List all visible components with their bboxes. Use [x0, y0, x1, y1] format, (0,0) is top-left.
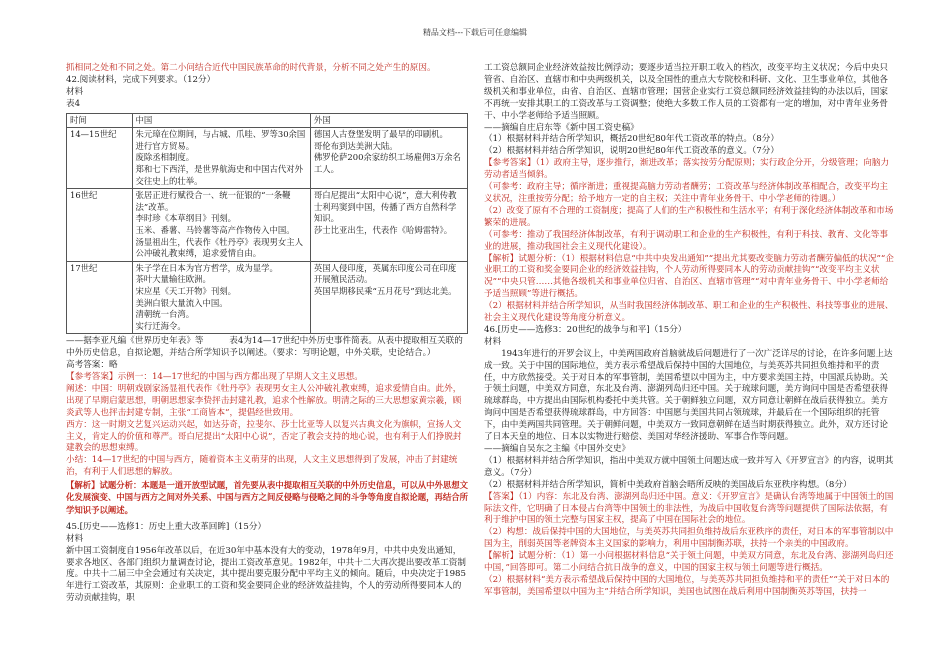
row-china [132, 189, 310, 262]
explanation-summary: 小结：14—17世纪的中国与西方，随着资本主义萌芽的出现，人文主义思想得到了发展，冲击了封建统治，有利于人们思想的解放。 [66, 455, 458, 478]
q45-analysis-2: （2）根据材料并结合所学知识，从当时我国经济体制改革、职工和企业的生产积极性、科技等事业的进展、社会主义现代化建设等角度分析意义。 [484, 301, 894, 324]
header-foreign: 外国 [310, 113, 467, 128]
q45-source: ——摘编自庄启东等《新中国工资史稿》 [484, 122, 639, 133]
cell-line: 宋应星《天工开物》刊刻。 [135, 285, 237, 296]
answer-brief: 高考答案：略 [66, 360, 118, 371]
header-time: 时间 [67, 113, 133, 128]
cell-line: 茶叶大量输往欧洲。 [135, 274, 211, 285]
q45-subquestion-2: （2）根据材料并结合所学知识，说明20世纪80年代工资改革的意义。（7分） [484, 146, 779, 157]
q45-answer-1: 【参考答案】（1）政府主导，逐步推行，渐进改革；落实按劳分配原则；实行政企分开，分级管理；向脑力劳动者适当倾斜。 [484, 158, 890, 181]
cell-line: 莎士比亚出生，代表作《哈姆雷特》。 [313, 224, 453, 235]
table-row [67, 261, 468, 334]
cell-line: 佛罗伦萨200余家纺织工场雇佣3万余名工人。 [313, 152, 461, 174]
q45-material-continued: 工工资总额同企业经济效益按比例浮动；要逐步适当拉开职工收入的档次，改变平均主义状况；今后中央只管省、自治区、直辖市和中央两级机关，以及全国性的重点大专院校和科研、文化、卫生事业单位，其他各级机关和事业单位，由省、自治区、直辖市管理；国营企业实行工资总额同经济效益挂钩的办法以后，国家不再统一安排其职工的工资改革与工资调整；使绝大多数工作人员的工资都有一定的增加，对中青年业务骨干、中小学老师给予适当照顾。 [484, 63, 888, 121]
table-row [67, 128, 468, 189]
cell-line: 美洲白银大量流入中国。 [135, 297, 228, 308]
q45-analysis-1: 【解析】试题分析：（1）根据材料信息“中共中央发出通知”“提出尤其要改变脑力劳动者酬劳偏低的状况”“企业职工的工资和奖金要同企业的经济效益挂钩，个人劳动所得要同本人的劳动贡献挂钩”“改变平均主义状况”“中央只管……其他各级机关和事业单位归省、自治区、直辖市管理”“对中青年业务骨干、中小学老师给予适当照顾”等进行概括。 [484, 253, 894, 300]
q45-answer-1-alt: （可参考：政府主导；循序渐进；重视提高脑力劳动者酬劳；工资改革与经济体制改革相配合，改变平均主义状况，注重按劳分配；给予地方一定的自主权；关注中青年业务骨干、中小学老师的待遇。） [484, 182, 888, 204]
q46-material-text: 1943年进行的开罗会议上，中美两国政府首脑就战后问题进行了一次广泛详尽的讨论，在许多问题上达成一致。关于中国的国际地位，美方表示希望战后保持中国的大国地位，与美英苏共同担负维持和平的责任，中方欣然接受。关于对日本的军事管制，美国希望以中国为主，中方要求美国主持，中国派兵协助。关于领土问题，中美双方同意，东北及台湾、澎湖列岛归还中国。关于琉球问题，美方询问中国是否希望获得琉球群岛，中方提出由国际机构委托中美共管。关于朝鲜独立问题，双方同意让朝鲜在战后获得独立。美方询问中国是否希望获得琉球群岛，中方回答：中国愿与美国共同占领琉球，并最后在一个国际组织的托管下，由中美两国共同管理。关于朝鲜问题，中美双方一致同意朝鲜在适当时期获得独立。此外，双方还讨论了日本天皇的地位、日本以实物进行赔偿、美国对华经济援助、军事合作等问题。 [484, 348, 893, 443]
row-foreign [310, 189, 467, 262]
question-45-material-text: 新中国工资制度自1956年改革以后，在近30年中基本没有大的变动，1978年9月，中共中央发出通知，要求各地区、各部门组织力量调查讨论，提出工资改革意见。1982年，中共十二大再次提出要改革工资制度。中共十二届三中全会通过有关决定，其中提出要克服分配中平均主义的倾向。随后，中央决定于1985年进行工资改革，其原则：企业职工的工资和奖金要同企业的经济效益挂钩，个人的劳动所得要同本人的劳动贡献挂钩，职 [66, 545, 466, 604]
intro-hint: 抓相同之处和不同之处。第二小问结合近代中国民族革命的时代背景，分析不同之处产生的原因。 [66, 63, 436, 73]
explanation-west: 西方：这一时期文艺复兴运动兴起，如达芬奇，拉斐尔、莎士比亚等人以复兴古典文化为旗帜，宣扬人文主义，肯定人的价值和尊严。哥白尼提出“太阳中心说”，否定了教会支持的地心说，也有利于人们挣脱封建教会的思想束缚。 [66, 419, 462, 454]
cell-line: 英国人侵印度，英属东印度公司在印度开展殖民活动。 [313, 262, 457, 285]
cell-line: 郑和七下西洋，是世界航海史和中国古代对外交往史上的壮举。 [135, 164, 304, 186]
q46-material-label: 材料 [484, 336, 502, 347]
q46-answer-1: 【答案】（1）内容：东北及台湾、澎湖列岛归还中国。意义：《开罗宣言》是确认台湾等地属于中国领土的国际法文件，它明确了日本侵占台湾等中国领土的非法性，为战后中国收复台湾等问题提供了国际法依据，有利于维护中国的领土完整与国家主权，提高了中国在国际社会的地位。 [484, 491, 894, 526]
cell-line: 哥白尼提出“太阳中心说”，意大利传教士利玛窦到中国，传播了西方自然科学知识。 [313, 190, 457, 224]
cell-line: 废除丞相制度。 [135, 152, 195, 163]
question-42-title: 42.阅读材料，完成下列要求。（12分） [66, 74, 216, 85]
cell-line: 哥伦布到达美洲大陆。 [313, 140, 398, 151]
page-header: 精品文档---下载后可任意编辑 [422, 28, 528, 37]
q46-answer-2: （2）构想：战后保持中国的大国地位，与美英苏共同担负维持战后东亚秩序的责任，对日本的军事管制以中国为主，削弱英国等老牌资本主义国家的影响力，利用中国制衡苏联，扶持一个亲美的中国政府。 [484, 527, 894, 550]
cell-line: 李时珍《本草纲目》刊刻。 [135, 213, 237, 224]
cell-line: 清朝统一台湾。 [135, 309, 195, 320]
cell-line: 朱子学在日本为官方哲学，成为显学。 [135, 262, 278, 273]
row-china [132, 128, 310, 189]
q45-answer-2: （2）改变了原有不合理的工资制度；提高了人们的生产积极性和生活水平；有利于深化经济体制改革和市场繁荣的进展。 [484, 205, 894, 228]
row-time: 17世纪 [67, 261, 133, 334]
q46-subquestion-1: （1）根据材料并结合所学知识，指出中美双方就中国领土问题达成一致并写入《开罗宣言》的内容，说明其意义。（7分） [484, 455, 894, 478]
reference-answer: 【参考答案】示例一：14—17世纪的中国与西方都出现了早期人文主义思想。 [66, 372, 363, 383]
q46-subquestion-2: （2）根据材料并结合所学知识，简析中美政府首脑会晤所反映的美国战后东亚秩序构想。（8分） [484, 479, 852, 490]
q45-subquestion-1: （1）根据材料并结合所学知识，概括20世纪80年代工资改革的特点。（8分） [484, 134, 779, 145]
right-column [484, 63, 894, 599]
row-time: 16世纪 [67, 189, 133, 262]
question-46-title: 46.[历史——选修3：20世纪的战争与和平]（15分） [484, 324, 687, 335]
table-header-row [67, 113, 468, 128]
row-time: 14—15世纪 [67, 128, 133, 189]
cell-line: 玉米、番薯、马铃薯等高产作物传入中国。 [135, 224, 295, 235]
explanation-china: 阐述：中国：明朝戏剧家汤显祖代表作《牡丹亭》表现男女主人公冲破礼教束缚，追求爱情自由。此外，出现了早期启蒙思想，明朝思想家李贽抨击封建礼教，追求个性解放。明清之际的三大思想家黄宗羲，顾炎武等人也抨击封建专制，主张“工商皆本”，提倡经世致用。 [66, 383, 462, 418]
cell-line: 德国人古登堡发明了最早的印刷机。 [313, 129, 448, 140]
table-row [67, 189, 468, 262]
history-events-table [66, 113, 468, 335]
header-china: 中国 [132, 113, 310, 128]
cell-line: 英国早期移民乘“五月花号”到达北美。 [313, 285, 457, 296]
row-foreign [310, 128, 467, 189]
q46-source: ——摘编自吴东之主编《中国外交史》 [484, 444, 631, 454]
source-and-prompt: ——据李亚凡编《世界历史年表》等 表4为14—17世纪中外历史事件简表。从表中提取相互关联的中外历史信息，自拟论题，并结合所学知识予以阐述。（要求：写明论题，中外关联，史论结合。） [66, 336, 463, 359]
cell-line: 朱元璋在位期间，与占城、爪哇、罗等30余国进行官方贸易。 [135, 129, 306, 151]
material-label: 材料 [66, 86, 84, 97]
question-45-title: 45.[历史——选修1：历史上重大改革回眸]（15分） [66, 521, 267, 532]
cell-line: 张居正进行赋役合一、统一征银的“一条鞭法”改革。 [135, 190, 291, 212]
question-45-material-label: 材料 [66, 533, 84, 544]
row-foreign [310, 261, 467, 334]
table-label: 表4 [66, 98, 81, 109]
q45-answer-2-alt: （可参考：推动了我国经济体制改革，有利于调动职工和企业的生产积极性，有利于科技、教育、文化等事业的进展，推动我国社会主义现代化建设）。 [484, 229, 888, 252]
q46-analysis-1: 【解析】试题分析：（1）第一小问根据材料信息“关于领土问题，中美双方同意，东北及台湾、澎湖列岛归还中国，”回答即可。第二小问结合抗日战争的意义，中国的国家主权与领土问题等进行概括。 [484, 551, 894, 574]
left-column [66, 63, 468, 605]
row-china [132, 261, 310, 334]
cell-line: 汤显祖出生，代表作《牡丹亭》表现男女主人公冲破礼教束缚，追求爱情自由。 [135, 236, 304, 259]
analysis-highlight: 【解析】试题分析：本题是一道开放型试题，首先要从表中提取相互关联的中外历史信息，可以从中外思想文化发展演变、中国与西方之间对外关系、中国与西方之间反侵略与侵略之间的斗争等角度自拟论题，再结合所学知识予以阐述。 [66, 480, 468, 515]
q46-analysis-2: （2）根据材料“美方表示希望战后保持中国的大国地位，与美英苏共同担负维持和平的责任”“关于对日本的军事管制，美国希望以中国为主”并结合所学知识，美国也试图在战后利用中国制衡英苏等国，扶持一 [484, 574, 890, 597]
cell-line: 实行迁海令。 [135, 320, 186, 331]
